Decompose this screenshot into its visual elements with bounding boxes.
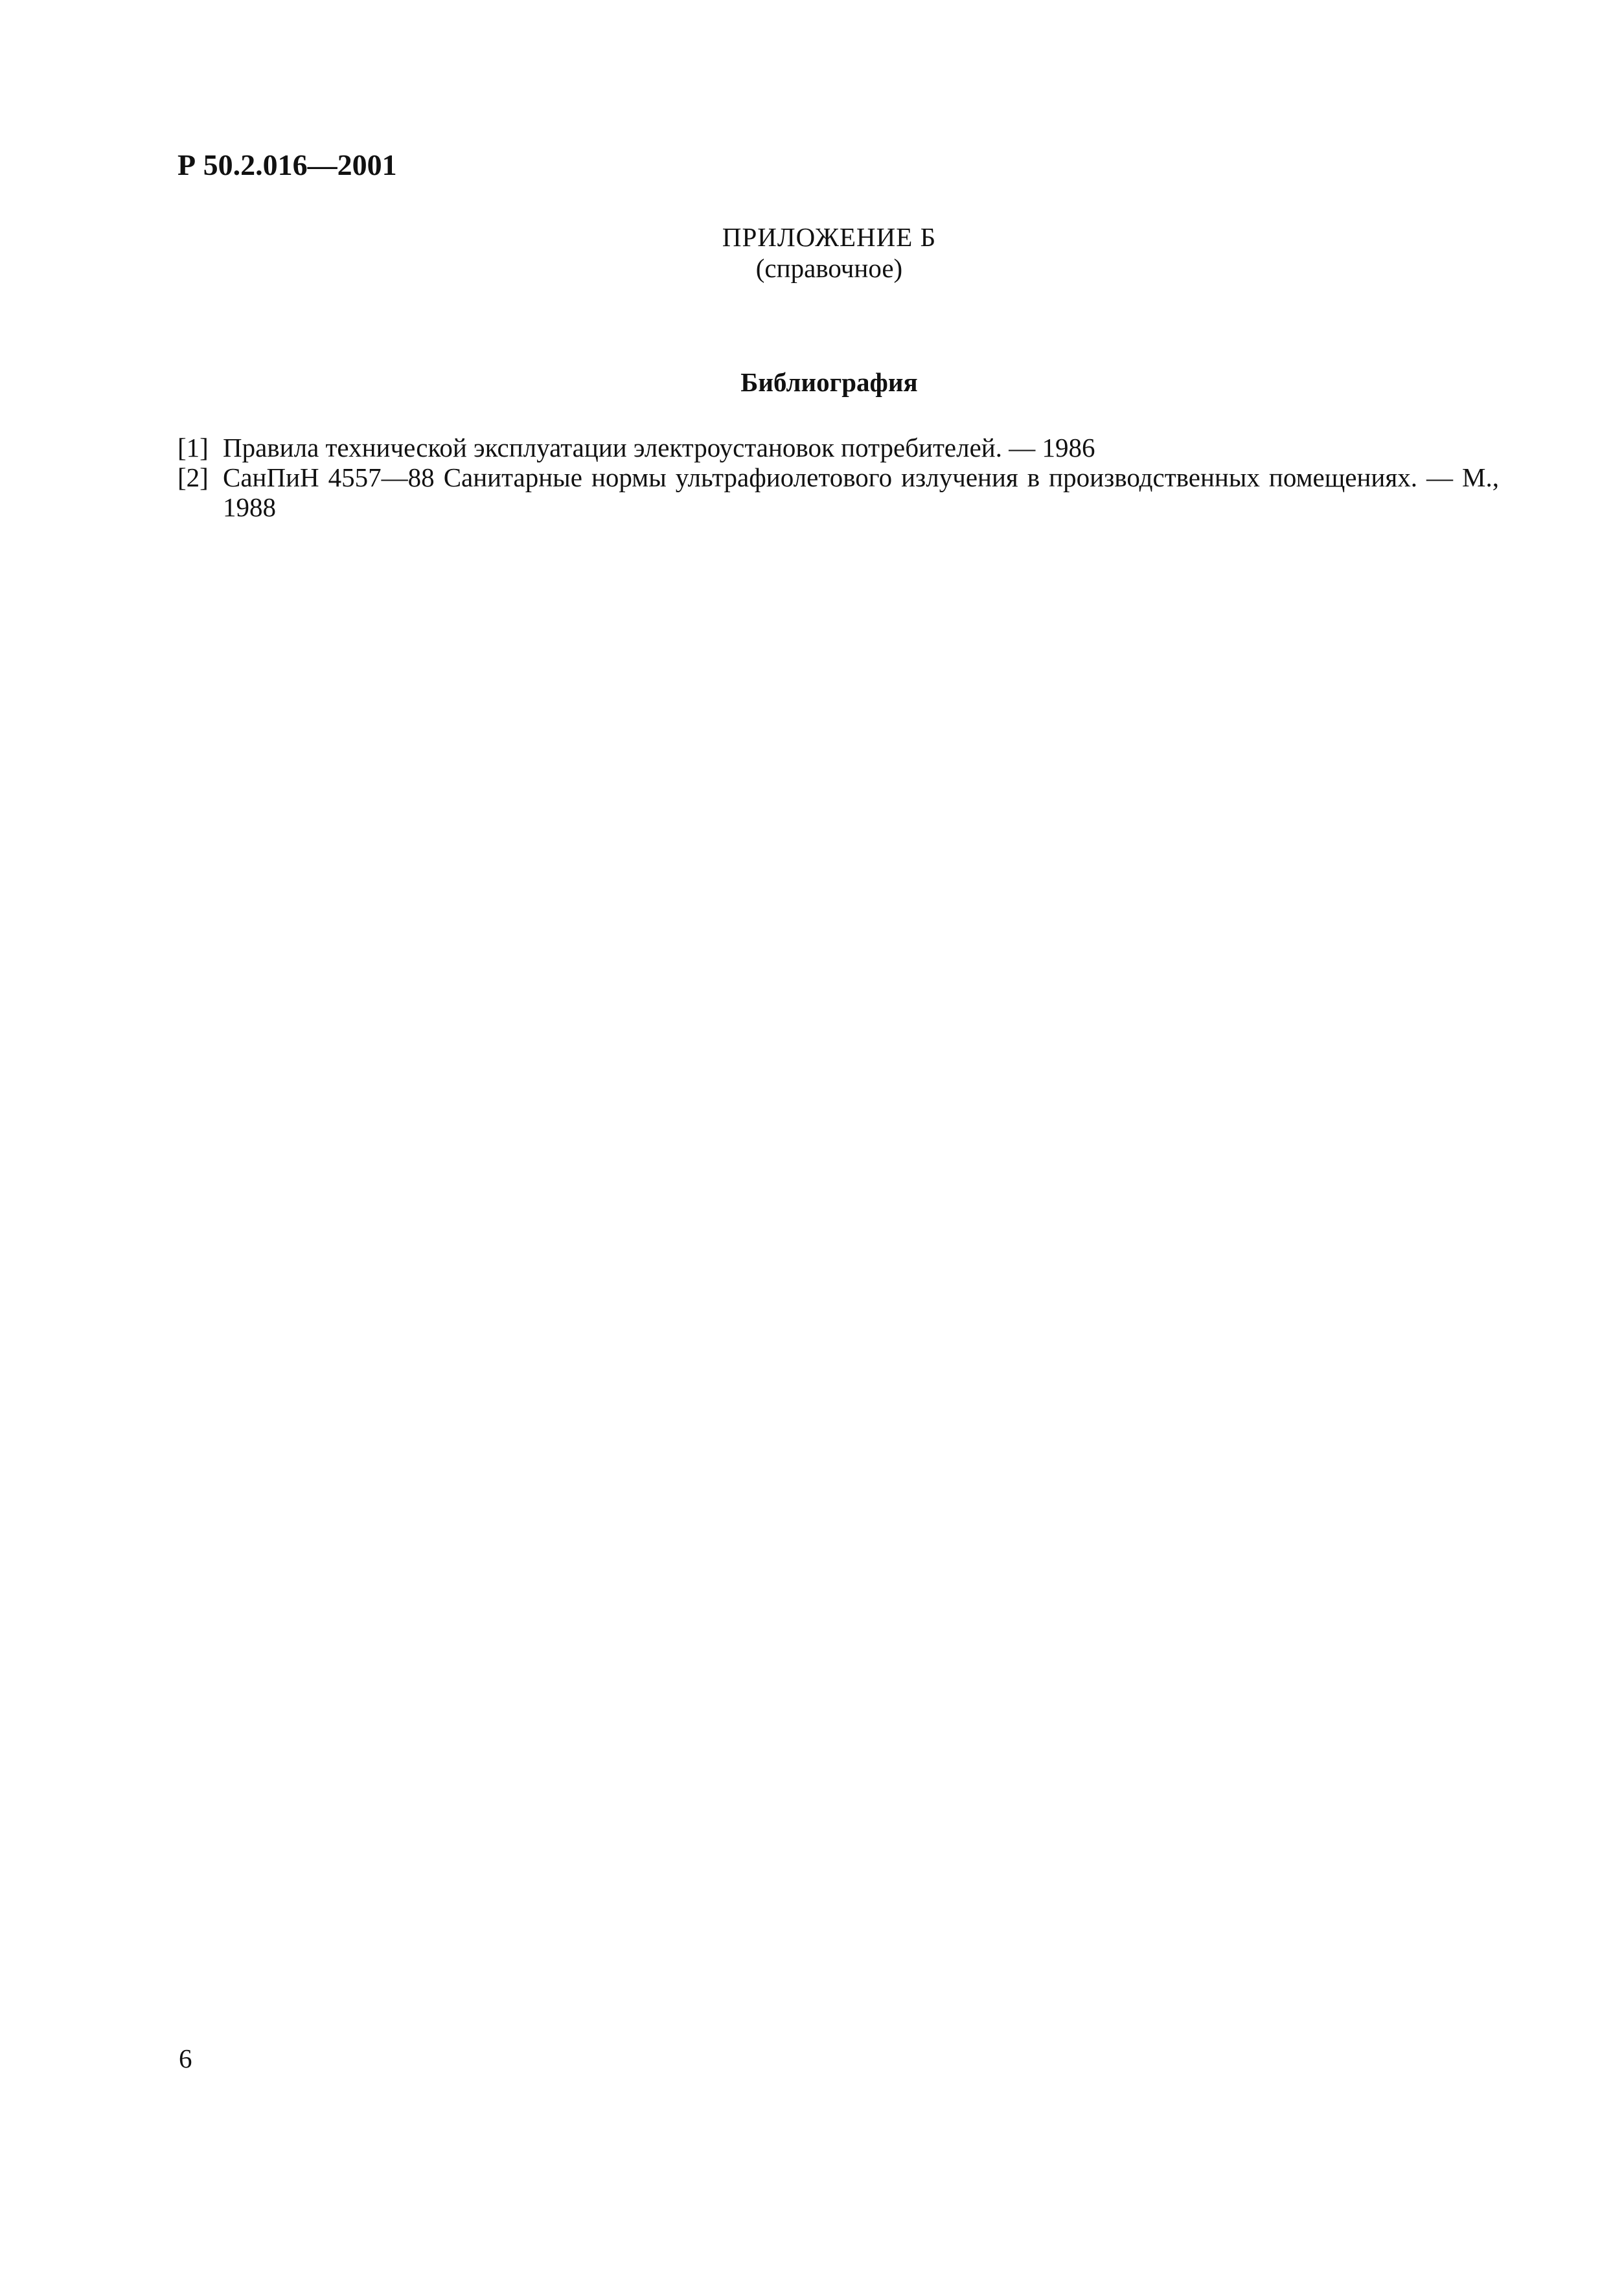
bibliography-item-number: [2] [177, 462, 209, 492]
document-code: Р 50.2.016—2001 [177, 148, 397, 181]
appendix-kind: (справочное) [755, 253, 903, 283]
bibliography-item-number: [1] [177, 433, 209, 462]
bibliography-heading: Библиография [740, 367, 918, 397]
appendix-header [680, 222, 978, 284]
bibliography-list [177, 433, 1499, 522]
appendix-title: ПРИЛОЖЕНИЕ Б [722, 222, 937, 252]
bibliography-item-text: Правила технической эксплуатации электроустановок потребителей. — 1986 [223, 433, 1095, 462]
bibliography-item-1 [177, 433, 1499, 462]
bibliography-item-2 [177, 462, 1499, 522]
bibliography-item-text: СанПиН 4557—88 Санитарные нормы ультрафиолетового излучения в производственных помещениях. — М., 1988 [223, 462, 1499, 522]
page-number: 6 [179, 2044, 192, 2073]
